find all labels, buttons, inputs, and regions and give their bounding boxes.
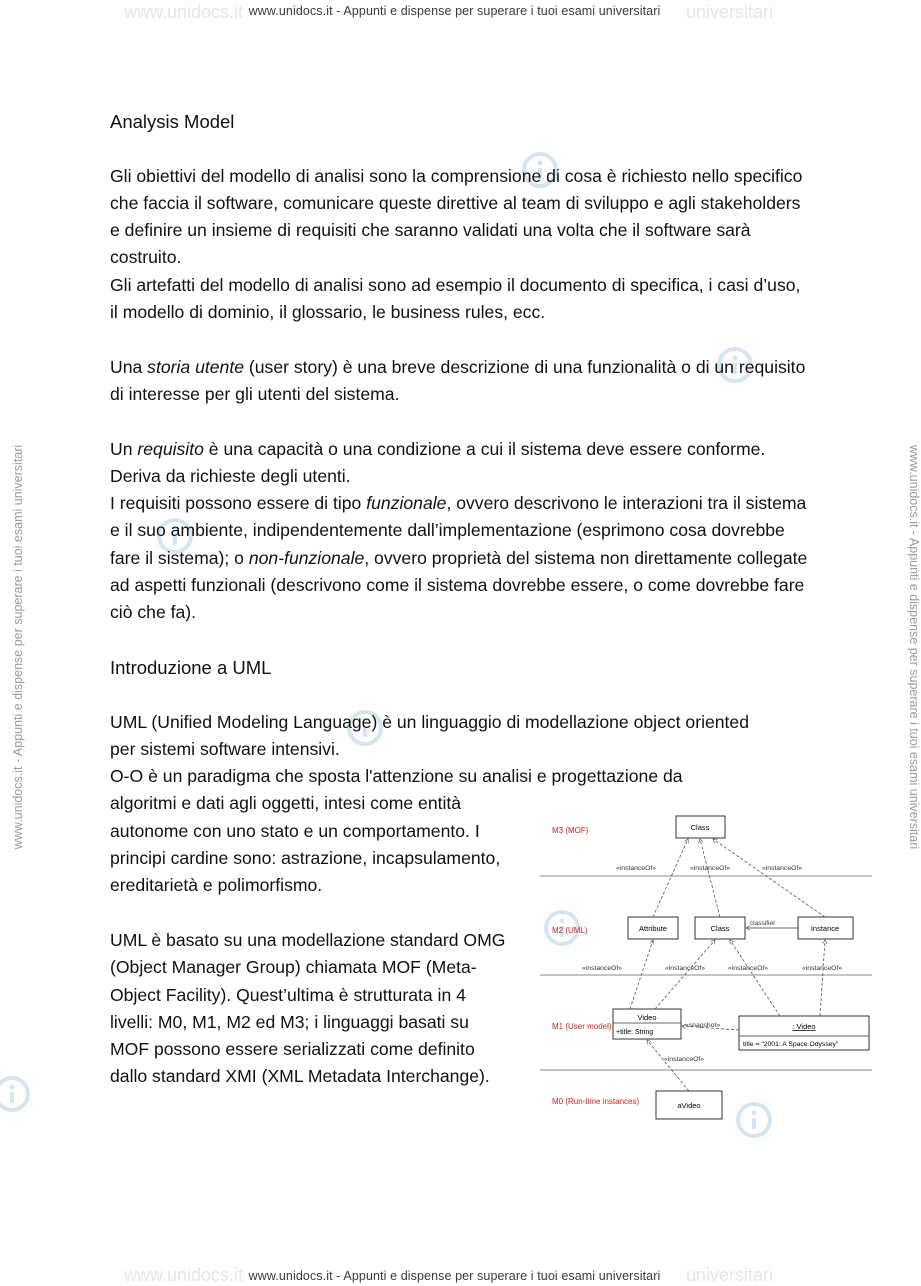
ghost-watermark-left: www.unidocs.it <box>124 2 244 22</box>
paragraph: UML (Unified Modeling Language) è un linguaggio di modellazione object oriented per sistemi software intensivi. <box>110 711 750 759</box>
top-watermark[interactable]: www.unidocs.it - Appunti e dispense per superare i tuoi esami universitari <box>248 4 661 18</box>
instanceof-label: «instanceOf» <box>690 865 731 872</box>
uml-box-attribute-text: +title: String <box>616 1029 654 1036</box>
section-heading-uml: Introduzione a UML <box>110 656 272 678</box>
section-heading-analysis-model: Analysis Model <box>110 111 235 132</box>
instanceof-label: «instanceOf» <box>582 965 623 972</box>
uml-box-label: Video <box>637 1013 657 1022</box>
uml-box-label: Instance <box>810 924 840 933</box>
left-side-watermark: www.unidocs.it - Appunti e dispense per superare i tuoi esami universitari <box>11 444 25 850</box>
classifier-label: classifier <box>750 920 776 927</box>
uml-box-attribute-text: title = "2001: A Space Odyssey" <box>743 1041 839 1048</box>
level-label-m2: M2 (UML) <box>552 926 588 935</box>
paragraph: I requisiti possono essere di tipo funzionale, ovvero descrivono le interazioni tra il sistema e il suo ambiente, indipendentemente dall’implementazione (esprimono cosa dovrebbe fare il sistema); o non-funzionale, ovvero proprietà del sistema non direttamente collegate ad aspetti funzionali (descrivono come il sistema dovrebbe essere, o come dovrebbe fare ciò che fa). <box>110 493 808 623</box>
instanceof-label: «instanceOf» <box>762 865 803 872</box>
emphasis: storia utente <box>147 356 244 377</box>
uml-box-label: aVideo <box>677 1101 701 1110</box>
instanceof-label: «instanceOf» <box>665 965 706 972</box>
paragraph: Gli artefatti del modello di analisi sono ad esempio il documento di specifica, i casi d’uso, il modello di dominio, il glossario, le business rules, ecc. <box>110 274 801 323</box>
paragraph: UML è basato su una modellazione standard OMG (Object Manager Group) chiamata MOF (Meta-Object Facility). Quest’ultima è strutturata in 4 livelli: M0, M1, M2 ed M3; i linguaggi basati su MOF possono essere serializzati come definito dallo standard XMI (XML Metadata Interchange). <box>110 929 506 1087</box>
uml-box-label: Attribute <box>639 924 667 933</box>
uml-box-label: : Video <box>792 1022 816 1031</box>
emphasis: requisito <box>137 438 204 459</box>
level-label-m3: M3 (MOF) <box>552 826 589 835</box>
mof-levels-diagram <box>540 808 876 1128</box>
paragraph: Una storia utente (user story) è una breve descrizione di una funzionalità o di un requisito di interesse per gli utenti del sistema. <box>110 356 806 404</box>
right-side-watermark: www.unidocs.it - Appunti e dispense per superare i tuoi esami universitari <box>907 444 921 850</box>
paragraph: Gli obiettivi del modello di analisi sono la comprensione di cosa è richiesto nello specifico che faccia il software, comunicare queste direttive al team di sviluppo e agli stakeholders e definire un insieme di requisiti che saranno validati una volta che il software sarà costruito. <box>110 165 803 268</box>
ghost-watermark-bottom-right: universitari <box>686 1265 774 1285</box>
instanceof-label: «instanceOf» <box>728 965 769 972</box>
paragraph: Un requisito è una capacità o una condizione a cui il sistema deve essere conforme. Deriva da richieste degli utenti. <box>110 438 766 486</box>
level-label-m1: M1 (User model) <box>552 1022 612 1031</box>
emphasis: non-funzionale <box>248 547 365 568</box>
instanceof-label: «instanceOf» <box>616 865 657 872</box>
uml-box-label: Class <box>710 924 730 933</box>
snapshot-label: «snapshot» <box>685 1022 721 1029</box>
level-label-m0: M0 (Run-time instances) <box>552 1097 640 1106</box>
instanceof-label: «instanceOf» <box>802 965 843 972</box>
ghost-watermark-right: universitari <box>686 2 774 22</box>
paragraph: algoritmi e dati agli oggetti, intesi come entità autonome con uno stato e un comportamento. I principi cardine sono: astrazione, incapsulamento, ereditarietà e polimorfismo. <box>110 793 501 896</box>
paragraph: O-O è un paradigma che sposta l'attenzione su analisi e progettazione da <box>110 766 683 787</box>
emphasis: funzionale <box>366 493 447 514</box>
unidocs-logo-icon <box>0 1074 32 1114</box>
ghost-watermark-bottom-left: www.unidocs.it <box>124 1265 244 1285</box>
bottom-watermark[interactable]: www.unidocs.it - Appunti e dispense per superare i tuoi esami universitari <box>248 1269 661 1283</box>
instanceof-label: «instanceOf» <box>664 1056 705 1063</box>
uml-box-label: Class <box>690 823 710 832</box>
